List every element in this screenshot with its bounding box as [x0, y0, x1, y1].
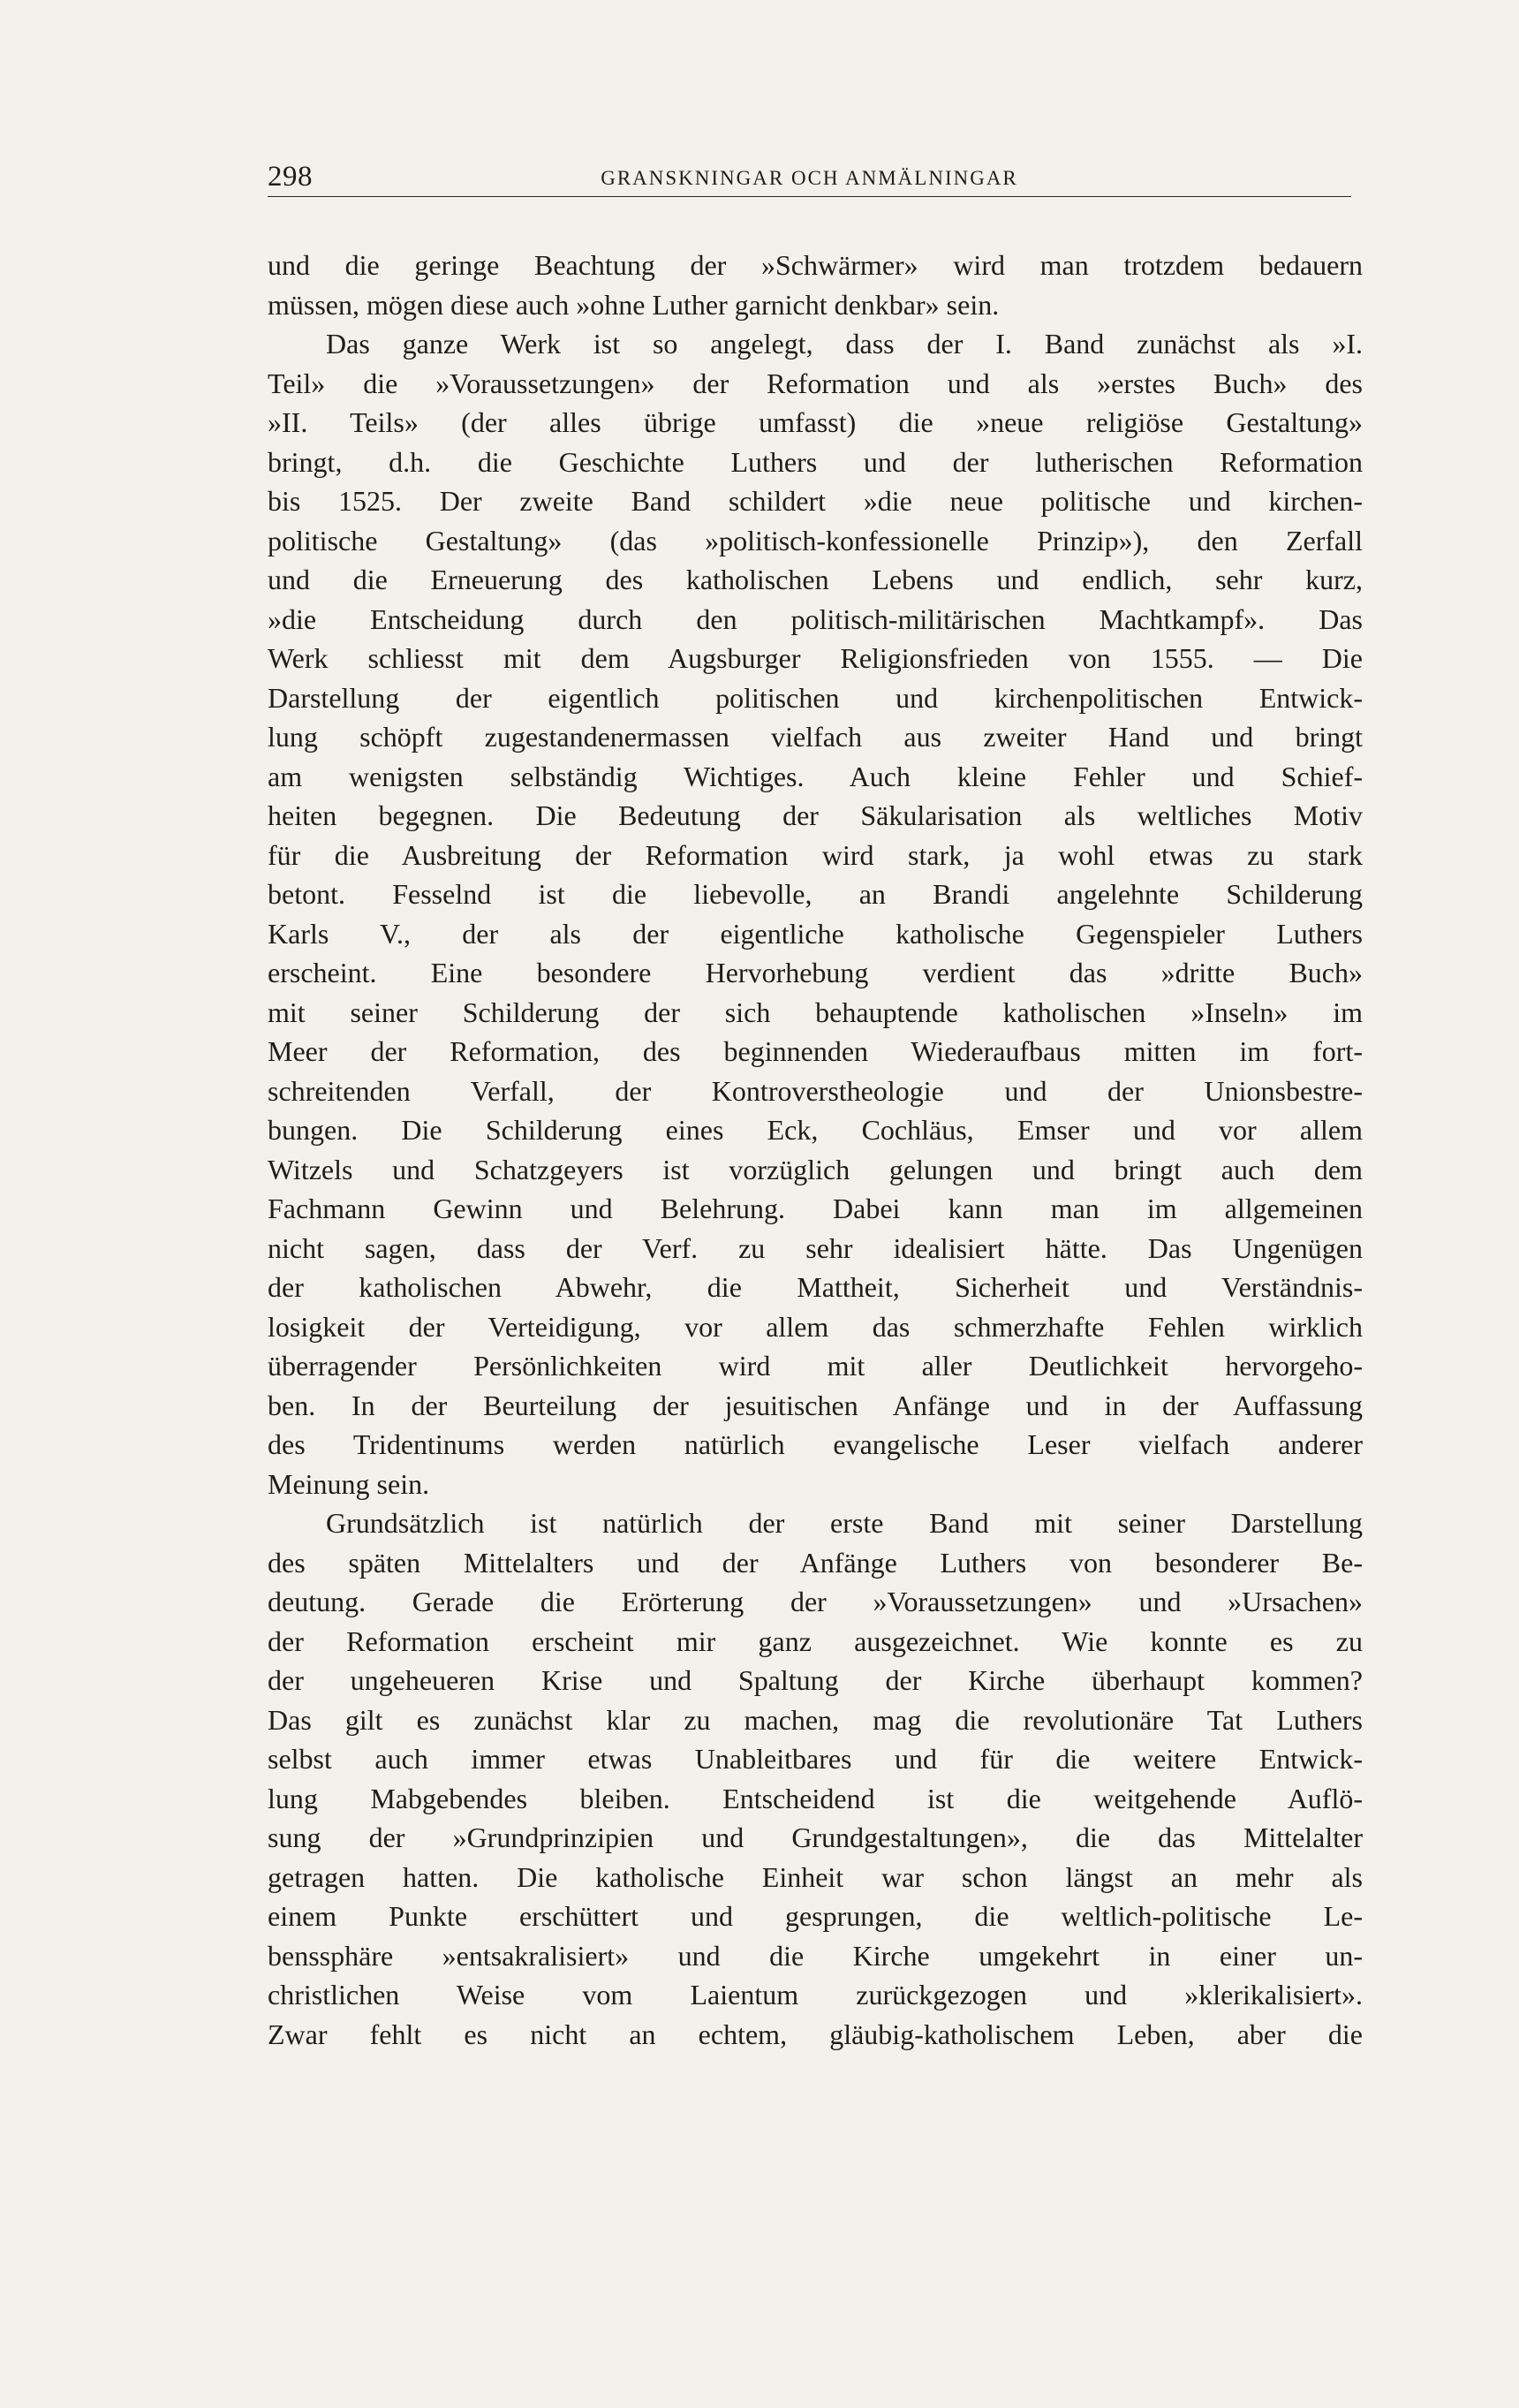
page-number: 298 [268, 161, 313, 193]
text-line: lung Mabgebendes bleiben. Entscheidend ist die weitgehende Auflö- [268, 1782, 1363, 1814]
text-line: des Tridentinums werden natürlich evangelische Leser vielfach anderer [268, 1428, 1363, 1460]
text-line: Witzels und Schatzgeyers ist vorzüglich gelungen und bringt auch dem [268, 1153, 1363, 1185]
text-line: Darstellung der eigentlich politischen und kirchenpolitischen Entwick- [268, 681, 1363, 714]
text-line: getragen hatten. Die katholische Einheit war schon längst an mehr als [268, 1860, 1363, 1893]
text-line: einem Punkte erschüttert und gesprungen, die weltlich-politische Le- [268, 1900, 1363, 1932]
text-line: Das gilt es zunächst klar zu machen, mag die revolutionäre Tat Luthers [268, 1703, 1363, 1736]
text-line: am wenigsten selbständig Wichtiges. Auch kleine Fehler und Schief- [268, 760, 1363, 792]
text-line: »die Entscheidung durch den politisch-militärischen Machtkampf». Das [268, 602, 1363, 635]
running-head [268, 155, 1351, 198]
header-rule [268, 196, 1351, 197]
text-line: Das ganze Werk ist so angelegt, dass der I. Band zunächst als »I. [326, 328, 1363, 360]
text-line: Karls V., der als der eigentliche katholische Gegenspieler Luthers [268, 917, 1363, 950]
text-line: mit seiner Schilderung der sich behauptende katholischen »Inseln» im [268, 996, 1363, 1028]
text-line: bis 1525. Der zweite Band schildert »die neue politische und kirchen- [268, 485, 1363, 517]
text-line: der Reformation erscheint mir ganz ausgezeichnet. Wie konnte es zu [268, 1624, 1363, 1657]
text-line: Meinung sein. [268, 1467, 430, 1500]
text-line: Grundsätzlich ist natürlich der erste Band mit seiner Darstellung [326, 1507, 1363, 1539]
text-line: lung schöpft zugestandenermassen vielfach aus zweiter Hand und bringt [268, 721, 1363, 753]
text-line: deutung. Gerade die Erörterung der »Voraussetzungen» und »Ursachen» [268, 1586, 1363, 1617]
text-line: erscheint. Eine besondere Hervorhebung verdient das »dritte Buch» [268, 957, 1363, 988]
text-line: betont. Fesselnd ist die liebevolle, an Brandi angelehnte Schilderung [268, 878, 1363, 910]
text-line: und die Erneuerung des katholischen Lebens und endlich, sehr kurz, [268, 564, 1363, 595]
text-line: nicht sagen, dass der Verf. zu sehr idealisiert hätte. Das Ungenügen [268, 1231, 1363, 1264]
text-line: der katholischen Abwehr, die Mattheit, Sicherheit und Verständnis- [268, 1271, 1363, 1303]
text-line: losigkeit der Verteidigung, vor allem das schmerzhafte Fehlen wirklich [268, 1310, 1363, 1343]
text-line: des späten Mittelalters und der Anfänge Luthers von besonderer Be- [268, 1546, 1363, 1579]
text-line: politische Gestaltung» (das »politisch-konfessionelle Prinzip»), den Zerfall [268, 524, 1363, 557]
body-text [268, 246, 1363, 2054]
text-line: überragender Persönlichkeiten wird mit aller Deutlichkeit hervorgeho- [268, 1350, 1363, 1382]
text-line: müssen, mögen diese auch »ohne Luther garnicht denkbar» sein. [268, 288, 1000, 321]
text-line: schreitenden Verfall, der Kontroverstheologie und der Unionsbestre- [268, 1074, 1363, 1107]
text-line: benssphäre »entsakralisiert» und die Kirche umgekehrt in einer un- [268, 1939, 1363, 1972]
text-line: Teil» die »Voraussetzungen» der Reformation und als »erstes Buch» des [268, 367, 1363, 399]
text-line: »II. Teils» (der alles übrige umfasst) die »neue religiöse Gestaltung» [268, 406, 1363, 438]
text-line: ben. In der Beurteilung der jesuitischen Anfänge und in der Auffassung [268, 1389, 1363, 1421]
running-title: GRANSKNINGAR OCH ANMÄLNINGAR [601, 167, 1018, 189]
text-line: und die geringe Beachtung der »Schwärmer» wird man trotzdem bedauern [268, 249, 1363, 281]
text-line: Werk schliesst mit dem Augsburger Religionsfrieden von 1555. — Die [268, 642, 1363, 674]
text-line: Meer der Reformation, des beginnenden Wiederaufbaus mitten im fort- [268, 1035, 1363, 1067]
text-line: bringt, d.h. die Geschichte Luthers und der lutherischen Reformation [268, 445, 1363, 478]
text-line: der ungeheueren Krise und Spaltung der Kirche überhaupt kommen? [268, 1664, 1363, 1696]
text-line: sung der »Grundprinzipien und Grundgestaltungen», die das Mittelalter [268, 1821, 1363, 1853]
text-line: christlichen Weise vom Laientum zurückgezogen und »klerikalisiert». [268, 1979, 1363, 2010]
text-line: selbst auch immer etwas Unableitbares und für die weitere Entwick- [268, 1743, 1363, 1775]
text-line: bungen. Die Schilderung eines Eck, Cochläus, Emser und vor allem [268, 1114, 1363, 1146]
text-line: für die Ausbreitung der Reformation wird stark, ja wohl etwas zu stark [268, 838, 1363, 871]
text-line: Fachmann Gewinn und Belehrung. Dabei kann man im allgemeinen [268, 1193, 1363, 1224]
text-line: heiten begegnen. Die Bedeutung der Säkularisation als weltliches Motiv [268, 799, 1363, 831]
text-line: Zwar fehlt es nicht an echtem, gläubig-katholischem Leben, aber die [268, 2018, 1363, 2050]
